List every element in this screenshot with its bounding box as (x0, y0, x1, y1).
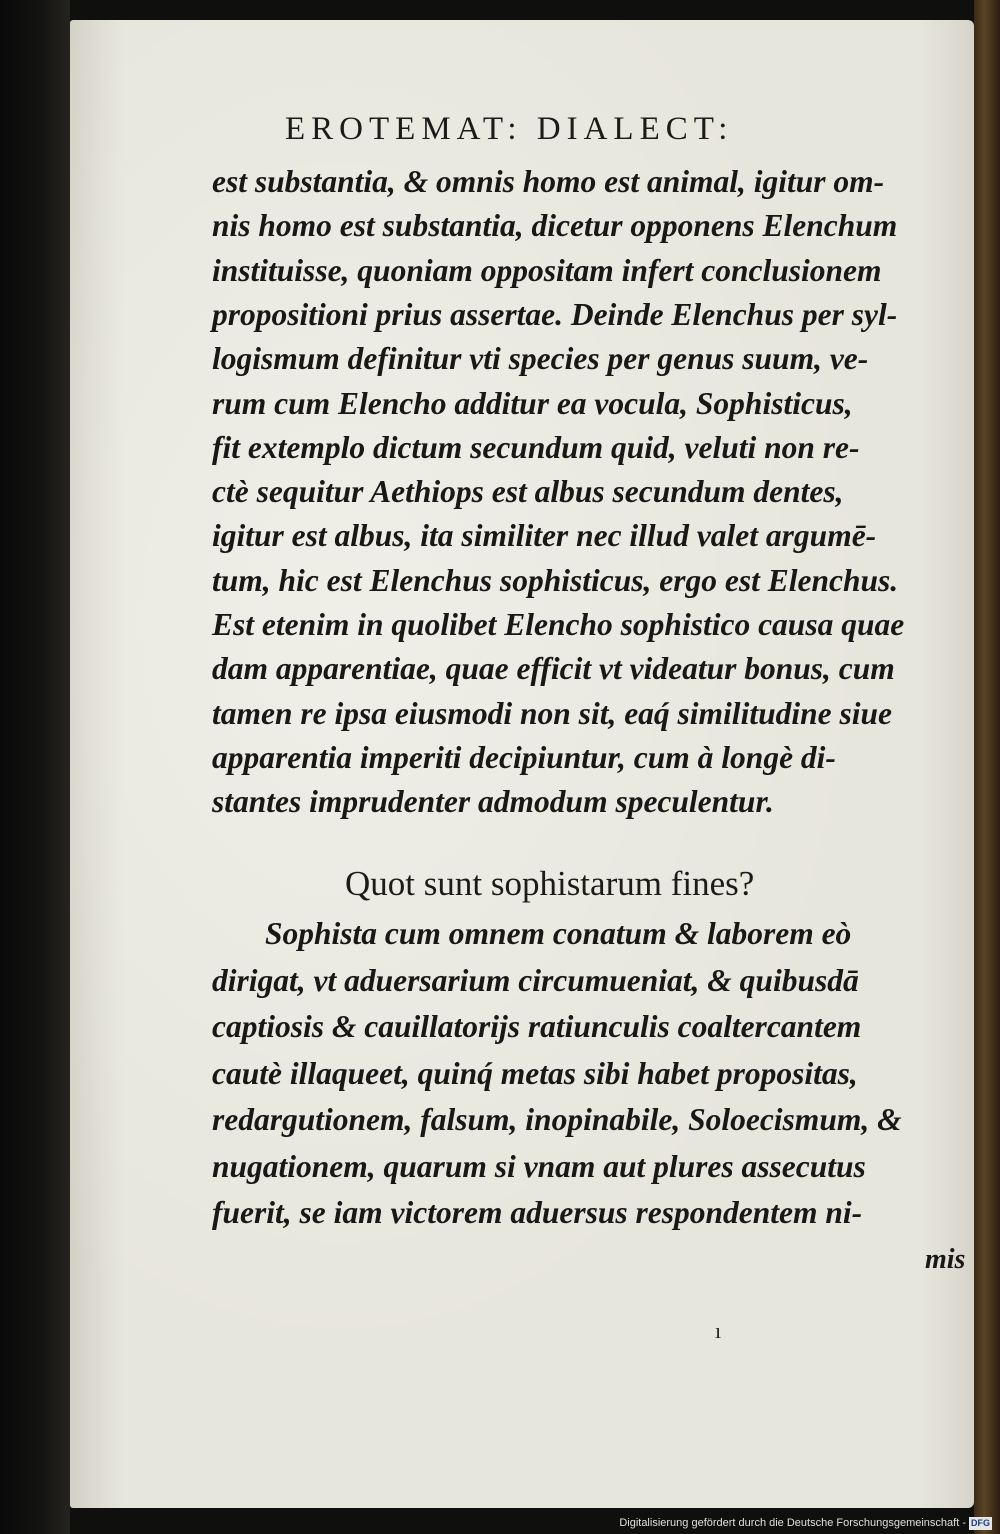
digitization-credit (619, 1513, 992, 1534)
text-line: stantes imprudenter admodum speculentur. (212, 784, 774, 820)
text-line: est substantia, & omnis homo est animal, igitur om- (212, 164, 885, 199)
credit-text: Digitalisierung gefördert durch die Deutsche Forschungsgemeinschaft - (619, 1517, 966, 1529)
dfg-logo: DFG (971, 1517, 990, 1528)
question-heading: Quot sunt sophistarum fines? (345, 864, 755, 903)
text-line: logismum definitur vti species per genus suum, ve- (212, 341, 869, 377)
text-line: ctè sequitur Aethiops est albus secundum dentes, (212, 474, 844, 510)
text-line: fit extemplo dictum secundum quid, veluti non re- (212, 429, 860, 465)
text-line: nis homo est substantia, dicetur opponens Elenchum (212, 208, 898, 244)
text-line: propositioni prius assertae. Deinde Elenchus per syl- (212, 296, 898, 332)
text-line: igitur est albus, ita similiter nec illud valet argumē- (212, 518, 877, 554)
text-line: apparentia imperiti decipiuntur, cum à longè di- (212, 739, 836, 775)
book-binding-left (0, 0, 70, 1534)
answer-line: nugationem, quarum si vnam aut plures assecutus (212, 1148, 866, 1184)
answer-line: redargutionem, falsum, inopinabile, Soloecismum, & (212, 1102, 902, 1137)
text-line: tum, hic est Elenchus sophisticus, ergo est Elenchus. (212, 562, 899, 598)
signature-mark: ı (715, 1318, 722, 1343)
text-line: tamen re ipsa eiusmodi non sit, eaq́ similitudine siue (212, 695, 892, 731)
answer-line: fuerit, se iam victorem aduersus respondentem ni- (212, 1195, 863, 1230)
answer-line: dirigat, vt aduersarium circumueniat, & quibusdā (212, 962, 859, 998)
text-line: rum cum Elencho additur ea vocula, Sophisticus, (212, 385, 853, 421)
text-line: dam apparentiae, quae efficit vt videatur bonus, cum (212, 651, 895, 687)
book-edge-right (974, 0, 1000, 1534)
running-title: EROTEMAT: DIALECT: (285, 111, 734, 147)
catchword: mis (925, 1244, 966, 1275)
answer-line: captiosis & cauillatorijs ratiunculis coaltercantem (212, 1009, 862, 1044)
text-line: instituisse, quoniam oppositam infert conclusionem (212, 252, 882, 288)
answer-line: cautè illaqueet, quinq́ metas sibi habet propositas, (212, 1055, 858, 1091)
text-line: Est etenim in quolibet Elencho sophistico causa quae (212, 607, 905, 642)
answer-line: Sophista cum omnem conatum & laborem eò (265, 916, 852, 951)
